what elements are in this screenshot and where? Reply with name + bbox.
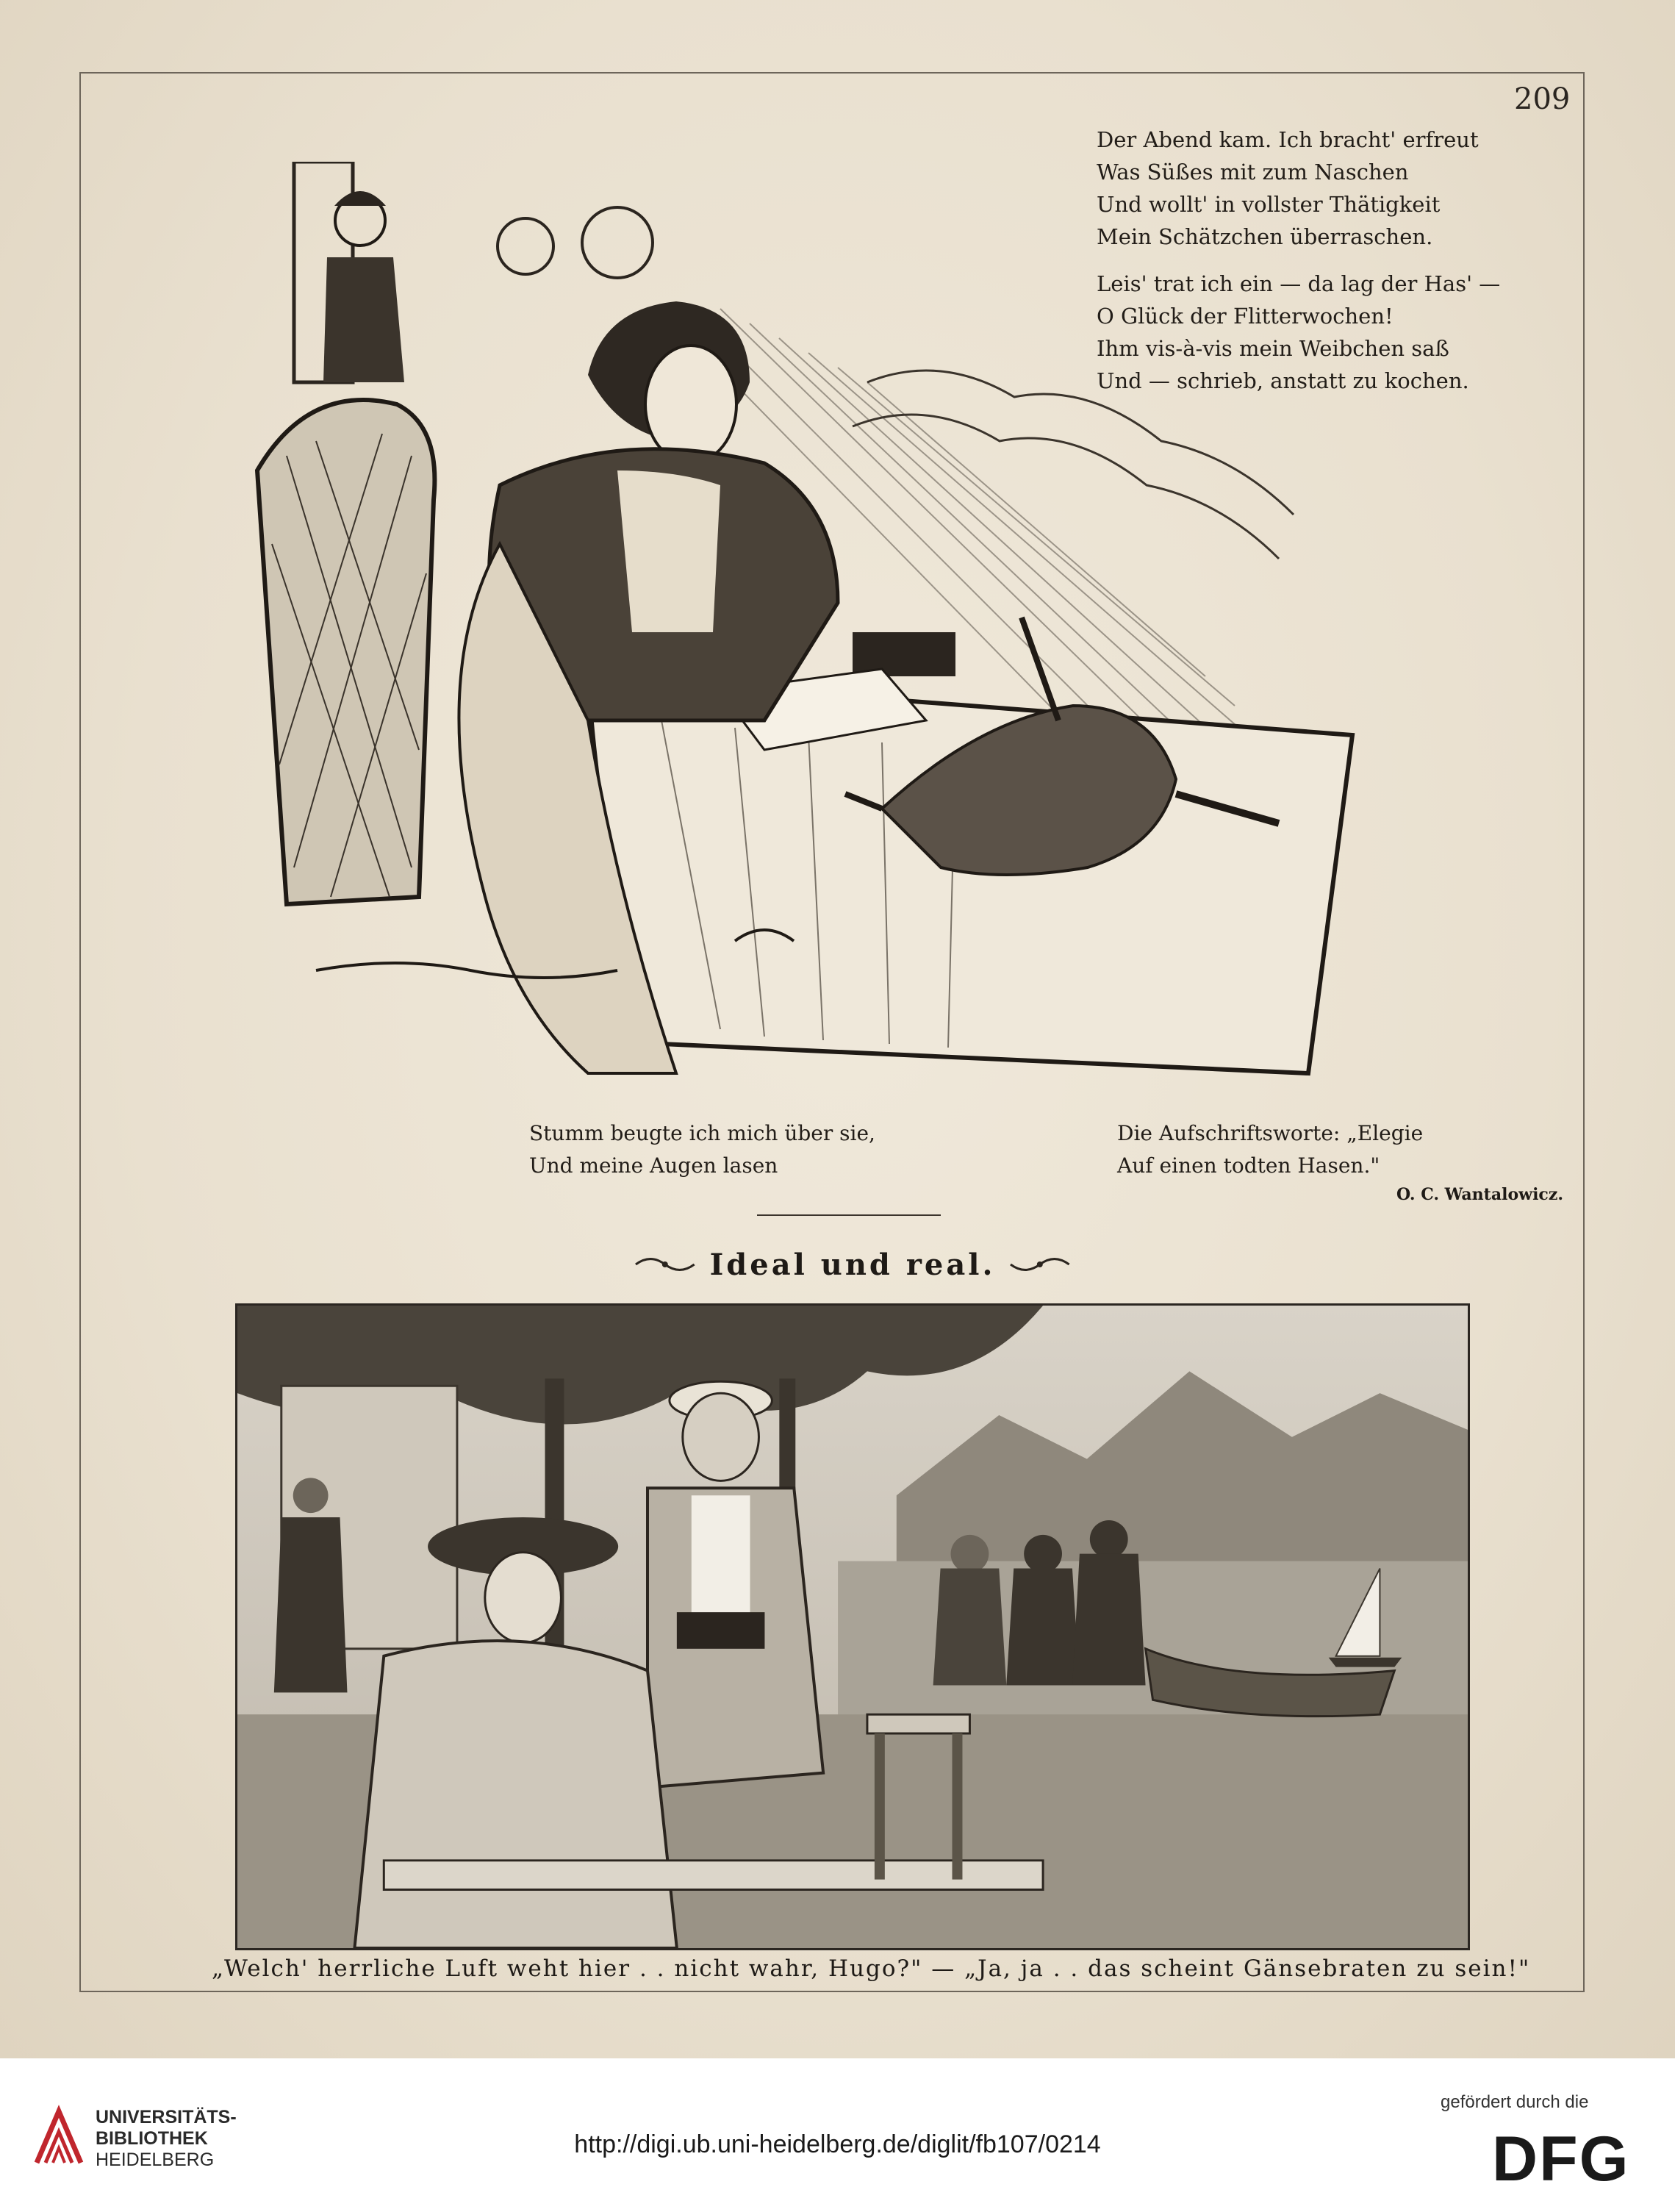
- poem-line: O Glück der Flitterwochen!: [1097, 304, 1394, 329]
- poem-stanza-2: [1097, 268, 1500, 397]
- bottom-caption: „Welch' herrliche Luft weht hier . . nicht wahr, Hugo?" — „Ja, ja . . das scheint Gänsebraten zu sein!": [212, 1955, 1531, 1982]
- illustration-ideal-und-real: [235, 1303, 1470, 1950]
- poem-stanza-1: [1097, 124, 1479, 253]
- poem-author: O. C. Wantalowicz.: [1396, 1185, 1563, 1204]
- institution-line: UNIVERSITÄTS-: [96, 2107, 237, 2127]
- poem-line: Auf einen todten Hasen.": [1117, 1153, 1380, 1178]
- poem-line: Und meine Augen lasen: [529, 1153, 778, 1178]
- poem-line: Ihm vis-à-vis mein Weibchen saß: [1097, 336, 1449, 361]
- poem-line: Stumm beugte ich mich über sie,: [529, 1121, 875, 1145]
- section-heading: Ideal und real.: [709, 1247, 996, 1282]
- institution-line: HEIDELBERG: [96, 2150, 215, 2170]
- poem-line: Der Abend kam. Ich bracht' erfreut: [1097, 127, 1479, 152]
- poem-caption-right: [1117, 1117, 1423, 1182]
- funded-by-label: gefördert durch die: [1441, 2092, 1589, 2112]
- poem-line: Und wollt' in vollster Thätigkeit: [1097, 192, 1441, 217]
- section-heading-wrap: [632, 1242, 1073, 1286]
- poem-line: Leis' trat ich ein — da lag der Has' —: [1097, 271, 1501, 296]
- page-number: 209: [1514, 82, 1571, 116]
- document-url[interactable]: http://digi.ub.uni-heidelberg.de/diglit/fb107/0214: [574, 2130, 1101, 2158]
- institution-line: BIBLIOTHEK: [96, 2128, 208, 2149]
- poem-line: Mein Schätzchen überraschen.: [1097, 224, 1433, 249]
- poem-line: Die Aufschriftsworte: „Elegie: [1117, 1121, 1424, 1145]
- poem-line: Was Süßes mit zum Naschen: [1097, 160, 1409, 185]
- dfg-logo: DFG: [1492, 2124, 1630, 2194]
- ornament-flourish-icon: [632, 1253, 698, 1275]
- ornament-flourish-icon: [1007, 1253, 1073, 1275]
- poem-caption-left: [529, 1117, 875, 1182]
- viewer-footer: [0, 2058, 1675, 2212]
- section-divider: [757, 1214, 941, 1216]
- poem-line: Und — schrieb, anstatt zu kochen.: [1097, 368, 1469, 393]
